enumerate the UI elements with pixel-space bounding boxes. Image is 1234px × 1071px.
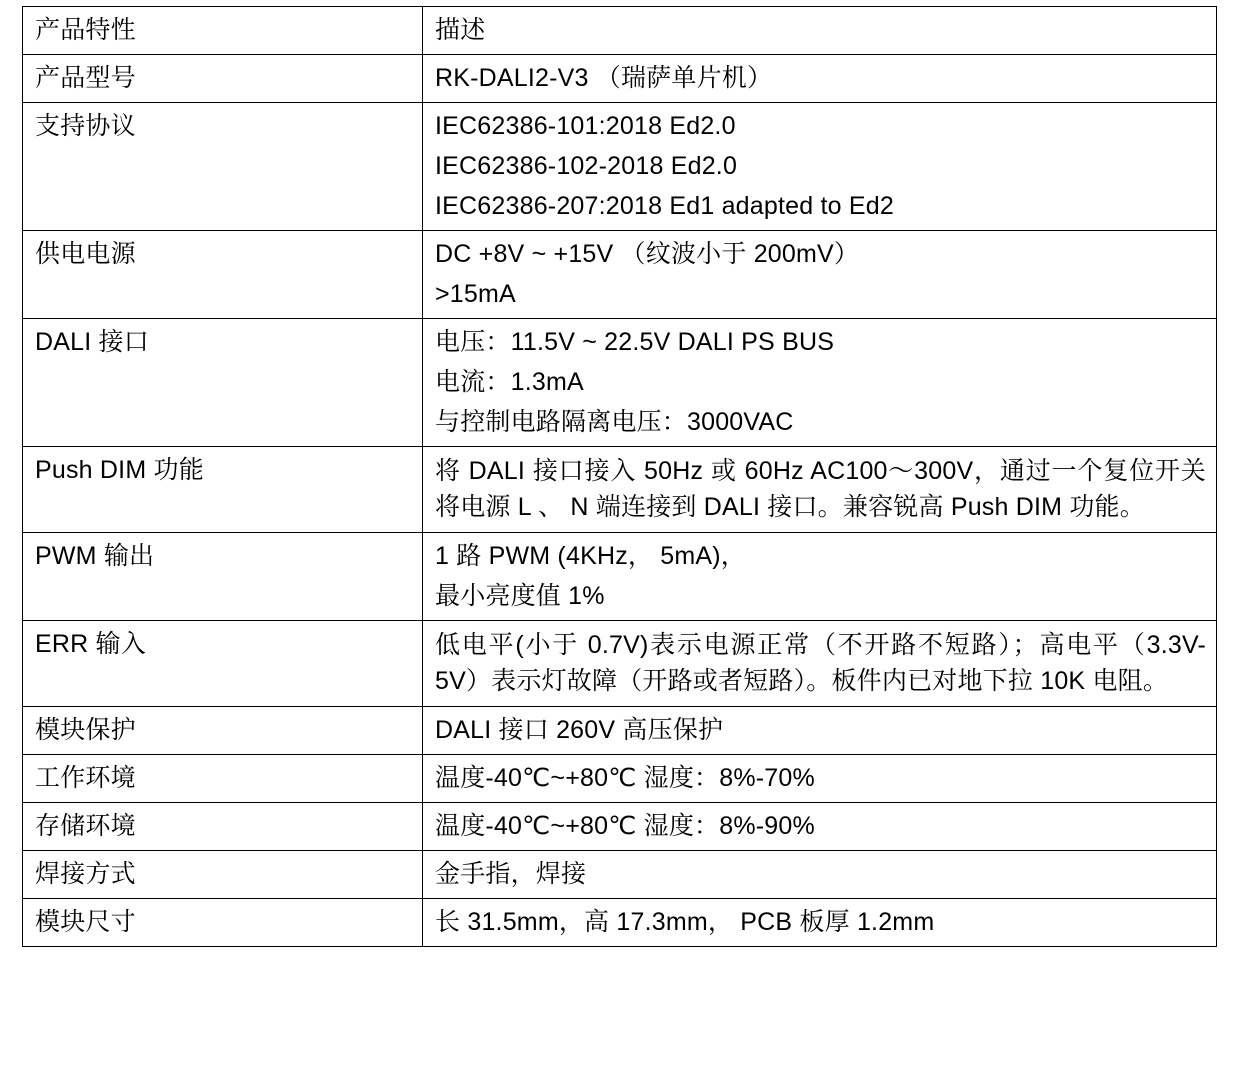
row-value-text: 温度-40℃~+80℃ 湿度：8%-70%	[435, 764, 815, 792]
product-spec-table	[22, 6, 1217, 947]
row-value-text: 1 路 PWM (4KHz， 5mA)，	[435, 542, 746, 570]
row-label-text: Push DIM 功能	[35, 456, 204, 484]
table-row	[23, 851, 1217, 899]
row-value-cell	[423, 103, 1217, 231]
row-label-cell	[23, 755, 423, 803]
row-label-cell	[23, 621, 423, 707]
row-value-cell	[423, 533, 1217, 621]
table-row	[23, 533, 1217, 621]
row-label-cell	[23, 103, 423, 231]
table-row	[23, 103, 1217, 231]
header-cell-description	[423, 7, 1217, 55]
row-value-text: DC +8V ~ +15V （纹波小于 200mV）	[435, 240, 860, 268]
row-value-text: RK-DALI2-V3 （瑞萨单片机）	[435, 64, 773, 92]
row-label-text: 模块保护	[35, 716, 136, 744]
table-row	[23, 447, 1217, 533]
row-label-text: PWM 输出	[35, 542, 155, 570]
table-row	[23, 803, 1217, 851]
row-label-text: 存储环境	[35, 812, 136, 840]
row-value-text: 最小亮度值 1%	[435, 582, 605, 610]
row-value-cell	[423, 319, 1217, 447]
table-row	[23, 899, 1217, 947]
row-label-cell	[23, 707, 423, 755]
row-value-text: 低电平(小于 0.7V)表示电源正常（不开路不短路）；高电平（3.3V-5V）表示灯故障（开路或者短路）。板件内已对地下拉 10K 电阻。	[435, 631, 1206, 695]
table-row	[23, 621, 1217, 707]
row-label-text: ERR 输入	[35, 630, 146, 658]
row-value-cell	[423, 231, 1217, 319]
row-value-text: IEC62386-207:2018 Ed1 adapted to Ed2	[435, 192, 894, 220]
row-value-text: IEC62386-101:2018 Ed2.0	[435, 112, 736, 140]
row-value-cell	[423, 447, 1217, 533]
header-feature-text: 产品特性	[35, 16, 136, 44]
row-value-text: 金手指，焊接	[435, 860, 587, 888]
row-value-text: 电流：1.3mA	[435, 368, 584, 396]
row-label-text: 工作环境	[35, 764, 136, 792]
row-label-cell	[23, 231, 423, 319]
row-value-cell	[423, 899, 1217, 947]
table-row	[23, 707, 1217, 755]
table-row	[23, 755, 1217, 803]
row-value-cell	[423, 707, 1217, 755]
row-label-cell	[23, 533, 423, 621]
row-label-text: 焊接方式	[35, 860, 136, 888]
row-value-text: DALI 接口 260V 高压保护	[435, 716, 724, 744]
row-label-text: 供电电源	[35, 240, 136, 268]
row-label-text: 产品型号	[35, 64, 136, 92]
row-label-text: 模块尺寸	[35, 908, 136, 936]
row-value-text: 与控制电路隔离电压：3000VAC	[435, 408, 794, 436]
row-label-cell	[23, 899, 423, 947]
row-value-text: 长 31.5mm，高 17.3mm， PCB 板厚 1.2mm	[435, 908, 935, 936]
row-value-cell	[423, 621, 1217, 707]
row-value-text: 电压：11.5V ~ 22.5V DALI PS BUS	[435, 328, 835, 356]
row-value-cell	[423, 803, 1217, 851]
row-value-cell	[423, 851, 1217, 899]
row-label-cell	[23, 851, 423, 899]
row-value-text: IEC62386-102-2018 Ed2.0	[435, 152, 738, 180]
table-row	[23, 55, 1217, 103]
row-value-text: 将 DALI 接口接入 50Hz 或 60Hz AC100～300V，通过一个复位开关将电源 L 、 N 端连接到 DALI 接口。兼容锐高 Push DIM 功能。	[435, 457, 1206, 521]
table-header-row	[23, 7, 1217, 55]
row-value-text: 温度-40℃~+80℃ 湿度：8%-90%	[435, 812, 815, 840]
row-value-cell	[423, 55, 1217, 103]
row-value-cell	[423, 755, 1217, 803]
header-cell-feature	[23, 7, 423, 55]
row-label-text: 支持协议	[35, 112, 136, 140]
table-row	[23, 231, 1217, 319]
row-label-text: DALI 接口	[35, 328, 149, 356]
row-value-text: >15mA	[435, 280, 516, 308]
header-description-text: 描述	[435, 16, 486, 44]
table-body	[23, 7, 1217, 947]
row-label-cell	[23, 803, 423, 851]
table-row	[23, 319, 1217, 447]
row-label-cell	[23, 319, 423, 447]
row-label-cell	[23, 55, 423, 103]
row-label-cell	[23, 447, 423, 533]
